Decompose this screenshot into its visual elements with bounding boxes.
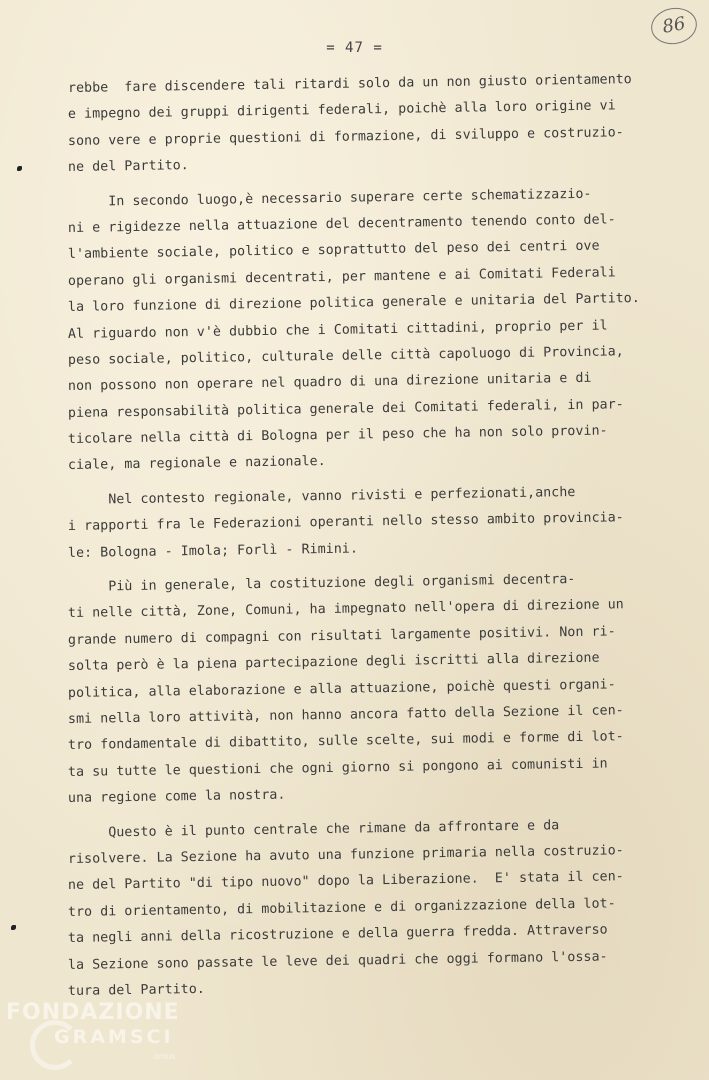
text-line: ciale, ma regionale e nazionale. [67, 454, 326, 474]
text-line: ta su tutte le questioni che ogni giorno si pongono ai comunisti in [67, 756, 608, 780]
text-line: In secondo luogo,è necessario superare certe schematizzazio- [67, 186, 592, 210]
text-line: la Sezione sono passate le leve dei quadri che oggi formano l'ossa- [67, 949, 608, 973]
text-line: le: Bologna - Imola; Forlì - Rimini. [67, 541, 359, 561]
watermark-line2: GRAMSCI [54, 1026, 174, 1048]
text-line: Questo è il punto centrale che rimane da affrontare e da [67, 817, 560, 841]
text-line: tura del Partito. [67, 981, 206, 999]
text-line: una regione come la nostra. [67, 787, 286, 807]
text-line: non possono non operare nel quadro di una direzione unitaria e di [67, 371, 592, 395]
text-line: Nel contesto regionale, vanno rivisti e perfezionati,anche [67, 484, 576, 508]
text-line: ne del Partito "di tipo nuovo" dopo la Liberazione. E' stata il cen- [67, 869, 624, 894]
text-line: e impegno dei gruppi dirigenti federali, poichè alla loro origine vi [67, 98, 616, 123]
watermark-sub: onlus [154, 1052, 176, 1061]
text-line: rebbe fare discendere tali ritardi solo da un non giusto orientamento [67, 72, 632, 96]
text-line: ticolare nella città di Bologna per il peso che ha non solo provin- [67, 423, 608, 448]
text-line: Più in generale, la costituzione degli organismi decentra- [67, 572, 576, 596]
text-line: la loro funzione di direzione politica generale e unitaria del Partito. [67, 291, 640, 316]
archive-page-number-handwritten: 86 [648, 4, 700, 47]
body-text [67, 72, 668, 1005]
text-line: peso sociale, politico, culturale delle città capoluogo di Provincia, [67, 344, 624, 368]
page-number: = 47 = [326, 40, 383, 56]
text-line: tro di orientamento, di mobilitazione e di organizzazione della lot- [67, 896, 616, 920]
margin-mark [17, 166, 22, 171]
watermark-line1: FONDAZIONE [6, 1000, 180, 1025]
text-line: ti nelle città, Zone, Comuni, ha impegnato nell'opera di direzione un [67, 597, 624, 622]
text-line: tro fondamentale di dibattito, sulle scelte, sui modi e forme di lot- [67, 729, 624, 754]
text-line: l'ambiente sociale, politico e soprattutto del peso dei centri ove [67, 238, 600, 263]
margin-mark [11, 925, 16, 930]
text-line: piena responsabilità politica generale dei Comitati federali, in par- [67, 396, 624, 421]
text-line: ne del Partito. [67, 158, 189, 176]
text-line: politica, alla elaborazione e alla attuazione, poichè questi organi- [67, 676, 616, 701]
text-line: operano gli organismi decentrati, per mantene e ai Comitati Federali [67, 265, 616, 289]
text-line: ta negli anni della ricostruzione e della guerra fredda. Attraverso [67, 922, 608, 947]
text-line: solta però è la piena partecipazione degli iscritti alla direzione [67, 650, 600, 675]
text-line: ni e rigidezze nella attuazione del decentramento tenendo conto del- [67, 212, 616, 236]
text-line: sono vere e proprie questioni di formazione, di sviluppo e costruzio- [67, 125, 624, 149]
watermark-logo [6, 1000, 196, 1080]
text-line: grande numero di compagni con risultati largamente positivi. Non ri- [67, 624, 616, 648]
text-line: smi nella loro attività, non hanno ancora fatto della Sezione il cen- [67, 703, 624, 727]
text-line: i rapporti fra le Federazioni operanti nello stesso ambito provincia- [67, 510, 624, 535]
text-line: Al riguardo non v'è dubbio che i Comitati cittadini, proprio per il [67, 318, 608, 342]
text-line: risolvere. La Sezione ha avuto una funzione primaria nella costruzio- [67, 843, 624, 867]
